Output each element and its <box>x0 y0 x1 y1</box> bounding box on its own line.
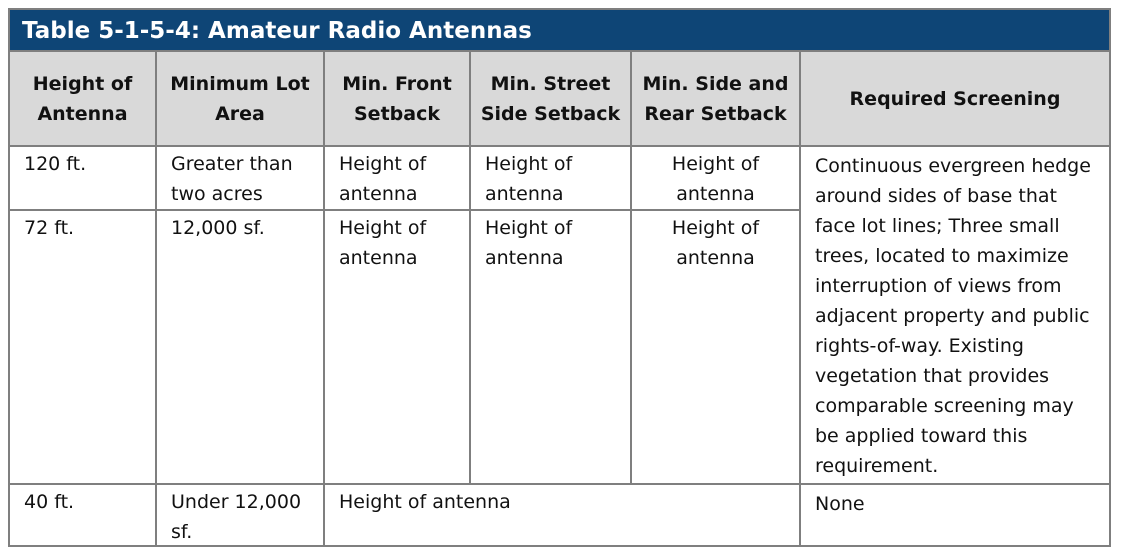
cell-side-rear-setback: Height of antenna <box>631 146 800 210</box>
cell-front-setback: Height of antenna <box>324 210 470 484</box>
cell-front-setback: Height of antenna <box>324 146 470 210</box>
header-minimum-lot-area: Minimum Lot Area <box>156 52 324 146</box>
cell-height: 72 ft. <box>10 210 156 484</box>
cell-required-screening: Continuous evergreen hedge around sides of base that face lot lines; Three small trees, located to maximize interruption of views from adjacent property and public rights-of-way. Existing vegetation that provides comparable screening may be applied toward this requirement. <box>800 146 1109 484</box>
cell-height: 120 ft. <box>10 146 156 210</box>
cell-setbacks: Height of antenna <box>324 484 800 547</box>
table-row <box>10 146 1109 210</box>
cell-side-rear-setback: Height of antenna <box>631 210 800 484</box>
header-min-front-setback: Min. Front Setback <box>324 52 470 146</box>
cell-height: 40 ft. <box>10 484 156 547</box>
header-min-side-rear-setback: Min. Side and Rear Setback <box>631 52 800 146</box>
cell-street-side-setback: Height of antenna <box>470 146 631 210</box>
header-row <box>10 52 1109 146</box>
cell-lot-area: Greater than two acres <box>156 146 324 210</box>
table-row <box>10 484 1109 547</box>
table-title: Table 5-1-5-4: Amateur Radio Antennas <box>10 10 1109 52</box>
cell-lot-area: Under 12,000 sf. <box>156 484 324 547</box>
header-height-of-antenna: Height of Antenna <box>10 52 156 146</box>
table-container <box>8 8 1111 547</box>
header-required-screening: Required Screening <box>800 52 1109 146</box>
antenna-table <box>10 52 1109 547</box>
header-min-street-side-setback: Min. Street Side Setback <box>470 52 631 146</box>
cell-required-screening: None <box>800 484 1109 547</box>
cell-lot-area: 12,000 sf. <box>156 210 324 484</box>
cell-street-side-setback: Height of antenna <box>470 210 631 484</box>
